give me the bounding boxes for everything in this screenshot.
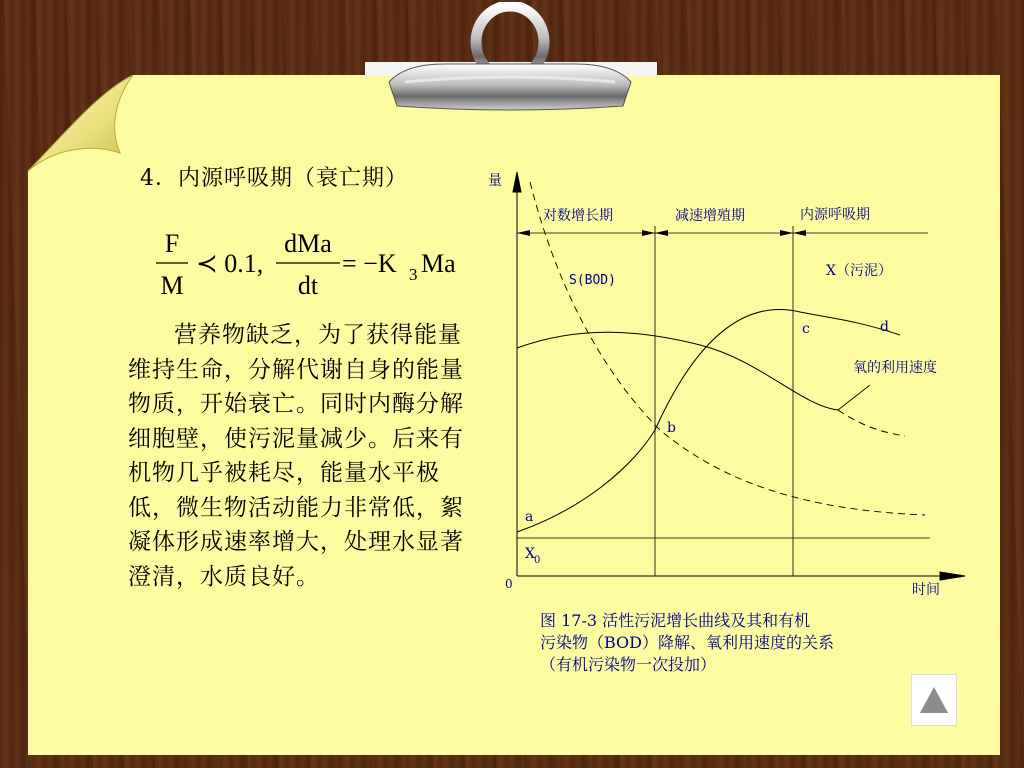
y-axis-arrow (513, 172, 521, 192)
substrate-curve (530, 182, 925, 515)
formula-rhs-tail: Ma (421, 249, 456, 278)
phase-label-2: 减速增殖期 (675, 208, 745, 224)
formula-rhs-sub: 3 (409, 265, 418, 284)
phase-arrow-1l (517, 230, 530, 236)
phase-arrow-1r (642, 230, 655, 236)
formula-frac2-den: dt (297, 271, 319, 300)
growth-curve-figure (480, 162, 980, 602)
phase-label-3: 内源呼吸期 (800, 207, 870, 223)
point-d: d (880, 319, 889, 335)
y-axis-label: 量 (488, 173, 502, 189)
section-title: 4．内源呼吸期（衰亡期） (140, 166, 408, 191)
sludge-curve (517, 310, 900, 532)
formula (150, 222, 480, 304)
substrate-label: S(BOD) (569, 273, 616, 288)
caption-line-3: （有机污染物一次投加） (540, 655, 717, 674)
x0-sub: 0 (534, 555, 541, 566)
caption-line-2: 污染物（BOD）降解、氧利用速度的关系 (540, 633, 835, 652)
body-paragraph: 营养物缺乏，为了获得能量维持生命，分解代谢自身的能量物质，开始衰亡。同时内酶分解细胞壁，使污泥量减少。后来有机物几乎被耗尽，能量水平极低，微生物活动能力非常低，絮凝体形成速率增大，处理水显著澄清，水质良好。 (128, 322, 464, 590)
sludge-label: X（污泥） (826, 263, 892, 279)
x0-label: X (525, 546, 535, 562)
oxygen-label: 氧的利用速度 (853, 360, 937, 376)
figure-caption (540, 610, 920, 676)
phase-arrow-3l (793, 230, 806, 236)
formula-relation: ≺ 0.1, (196, 249, 264, 278)
oxygen-leader (838, 385, 870, 410)
phase-arrow-2l (655, 230, 668, 236)
formula-frac2-num: dMa (284, 229, 332, 258)
binder-clip-icon (385, 2, 635, 114)
oxygen-curve-tail (838, 410, 905, 436)
point-b: b (667, 420, 676, 436)
phase-label-1: 对数增长期 (543, 208, 613, 224)
triangle-up-icon (912, 675, 956, 725)
phase-arrow-2r (780, 230, 793, 236)
page-curl (28, 75, 138, 175)
formula-frac1-den: M (160, 271, 184, 300)
oxygen-curve (517, 332, 838, 410)
x-axis-arrow (940, 572, 965, 580)
origin-label: 0 (505, 577, 513, 591)
formula-rhs: = −K (342, 249, 397, 278)
point-c: c (802, 321, 810, 337)
point-a: a (525, 509, 534, 525)
x-axis-label: 时间 (912, 582, 940, 598)
formula-frac1-num: F (164, 229, 180, 258)
scroll-up-button[interactable] (912, 675, 956, 725)
caption-line-1: 图 17-3 活性污泥增长曲线及其和有机 (540, 611, 811, 630)
